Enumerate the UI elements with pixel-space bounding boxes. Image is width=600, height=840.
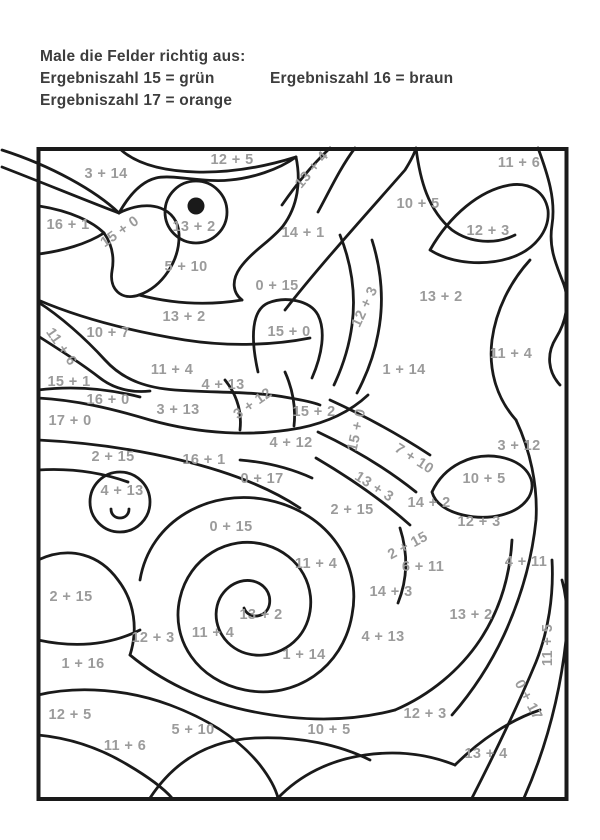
cell-expression: 1 + 14 <box>382 362 426 378</box>
cell-expression: 13 + 4 <box>464 746 508 762</box>
cell-expression: 11 + 5 <box>540 623 556 667</box>
cell-expression: 16 + 1 <box>46 217 90 233</box>
cell-expression: 15 + 2 <box>292 404 336 420</box>
cell-expression: 10 + 5 <box>396 196 440 212</box>
cell-expression: 3 + 13 <box>156 402 200 418</box>
cell-expression: 5 + 10 <box>164 259 208 275</box>
cell-expression: 3 + 12 <box>497 438 541 454</box>
cell-expression: 12 + 3 <box>466 223 510 239</box>
cell-expression: 15 + 0 <box>267 324 311 340</box>
cell-expression: 14 + 2 <box>407 495 451 511</box>
cell-expression: 13 + 4 <box>292 148 332 192</box>
cell-expression: 10 + 7 <box>86 325 130 341</box>
cell-expression: 14 + 1 <box>281 225 325 241</box>
cell-expression: 4 + 11 <box>504 554 548 570</box>
cell-expression: 11 + 4 <box>489 346 533 362</box>
cell-expression: 4 + 13 <box>100 483 144 499</box>
cell-expression: 4 + 12 <box>269 435 313 451</box>
cell-expression: 12 + 5 <box>210 152 254 168</box>
cell-expression: 10 + 5 <box>462 471 506 487</box>
cell-expression: 15 + 1 <box>47 374 91 390</box>
cell-expression: 2 + 15 <box>385 528 431 564</box>
cell-expression: 3 + 12 <box>230 385 276 423</box>
cell-expression: 0 + 15 <box>255 278 299 294</box>
cell-expression: 17 + 0 <box>48 413 92 429</box>
cell-expression: 6 + 11 <box>401 559 445 575</box>
cell-expression: 2 + 15 <box>49 589 93 605</box>
cell-expression: 0 + 17 <box>510 677 546 723</box>
cell-expression: 12 + 5 <box>48 707 92 723</box>
cell-expression: 16 + 0 <box>86 392 130 408</box>
cell-expression: 11 + 6 <box>497 155 541 171</box>
cell-expression: 11 + 6 <box>42 325 80 369</box>
cell-expression: 13 + 2 <box>449 607 493 623</box>
cell-expression: 13 + 2 <box>172 219 216 235</box>
cell-expression: 12 + 3 <box>348 284 382 330</box>
cell-expression: 4 + 13 <box>201 377 245 393</box>
cell-expression: 10 + 5 <box>307 722 351 738</box>
cell-expression: 1 + 16 <box>61 656 105 672</box>
cell-expression: 11 + 4 <box>150 362 194 378</box>
cell-expression: 0 + 15 <box>209 519 253 535</box>
cell-expression: 11 + 6 <box>103 738 147 754</box>
cell-expression: 13 + 2 <box>419 289 463 305</box>
instructions-title: Male die Felder richtig aus: <box>40 48 246 65</box>
cell-expression: 13 + 2 <box>162 309 206 325</box>
legend-17: Ergebniszahl 17 = orange <box>40 92 233 109</box>
legend-16: Ergebniszahl 16 = braun <box>270 70 454 87</box>
cell-expression: 12 + 3 <box>403 706 447 722</box>
cell-expression: 2 + 15 <box>91 449 135 465</box>
legend-15: Ergebniszahl 15 = grün <box>40 70 215 87</box>
cell-expression: 11 + 4 <box>191 625 235 641</box>
cell-expression: 11 + 4 <box>294 556 338 572</box>
cell-expression: 13 + 3 <box>351 468 397 506</box>
cell-expression: 12 + 3 <box>131 630 175 646</box>
cell-expression: 13 + 2 <box>239 607 283 623</box>
cell-expression: 3 + 14 <box>84 166 128 182</box>
cell-expression: 2 + 15 <box>330 502 374 518</box>
cell-expression: 0 + 17 <box>240 471 284 487</box>
cell-expression: 15 + 0 <box>97 213 143 251</box>
cell-expression: 16 + 1 <box>182 452 226 468</box>
cell-expression: 4 + 13 <box>361 629 405 645</box>
cell-expression: 7 + 10 <box>391 440 437 478</box>
cell-expression: 14 + 3 <box>369 584 413 600</box>
cell-expression: 5 + 10 <box>171 722 215 738</box>
cell-expression: 12 + 3 <box>457 514 501 530</box>
cell-expression: 1 + 14 <box>282 647 326 663</box>
cell-expression: 15 + 0 <box>344 407 370 453</box>
